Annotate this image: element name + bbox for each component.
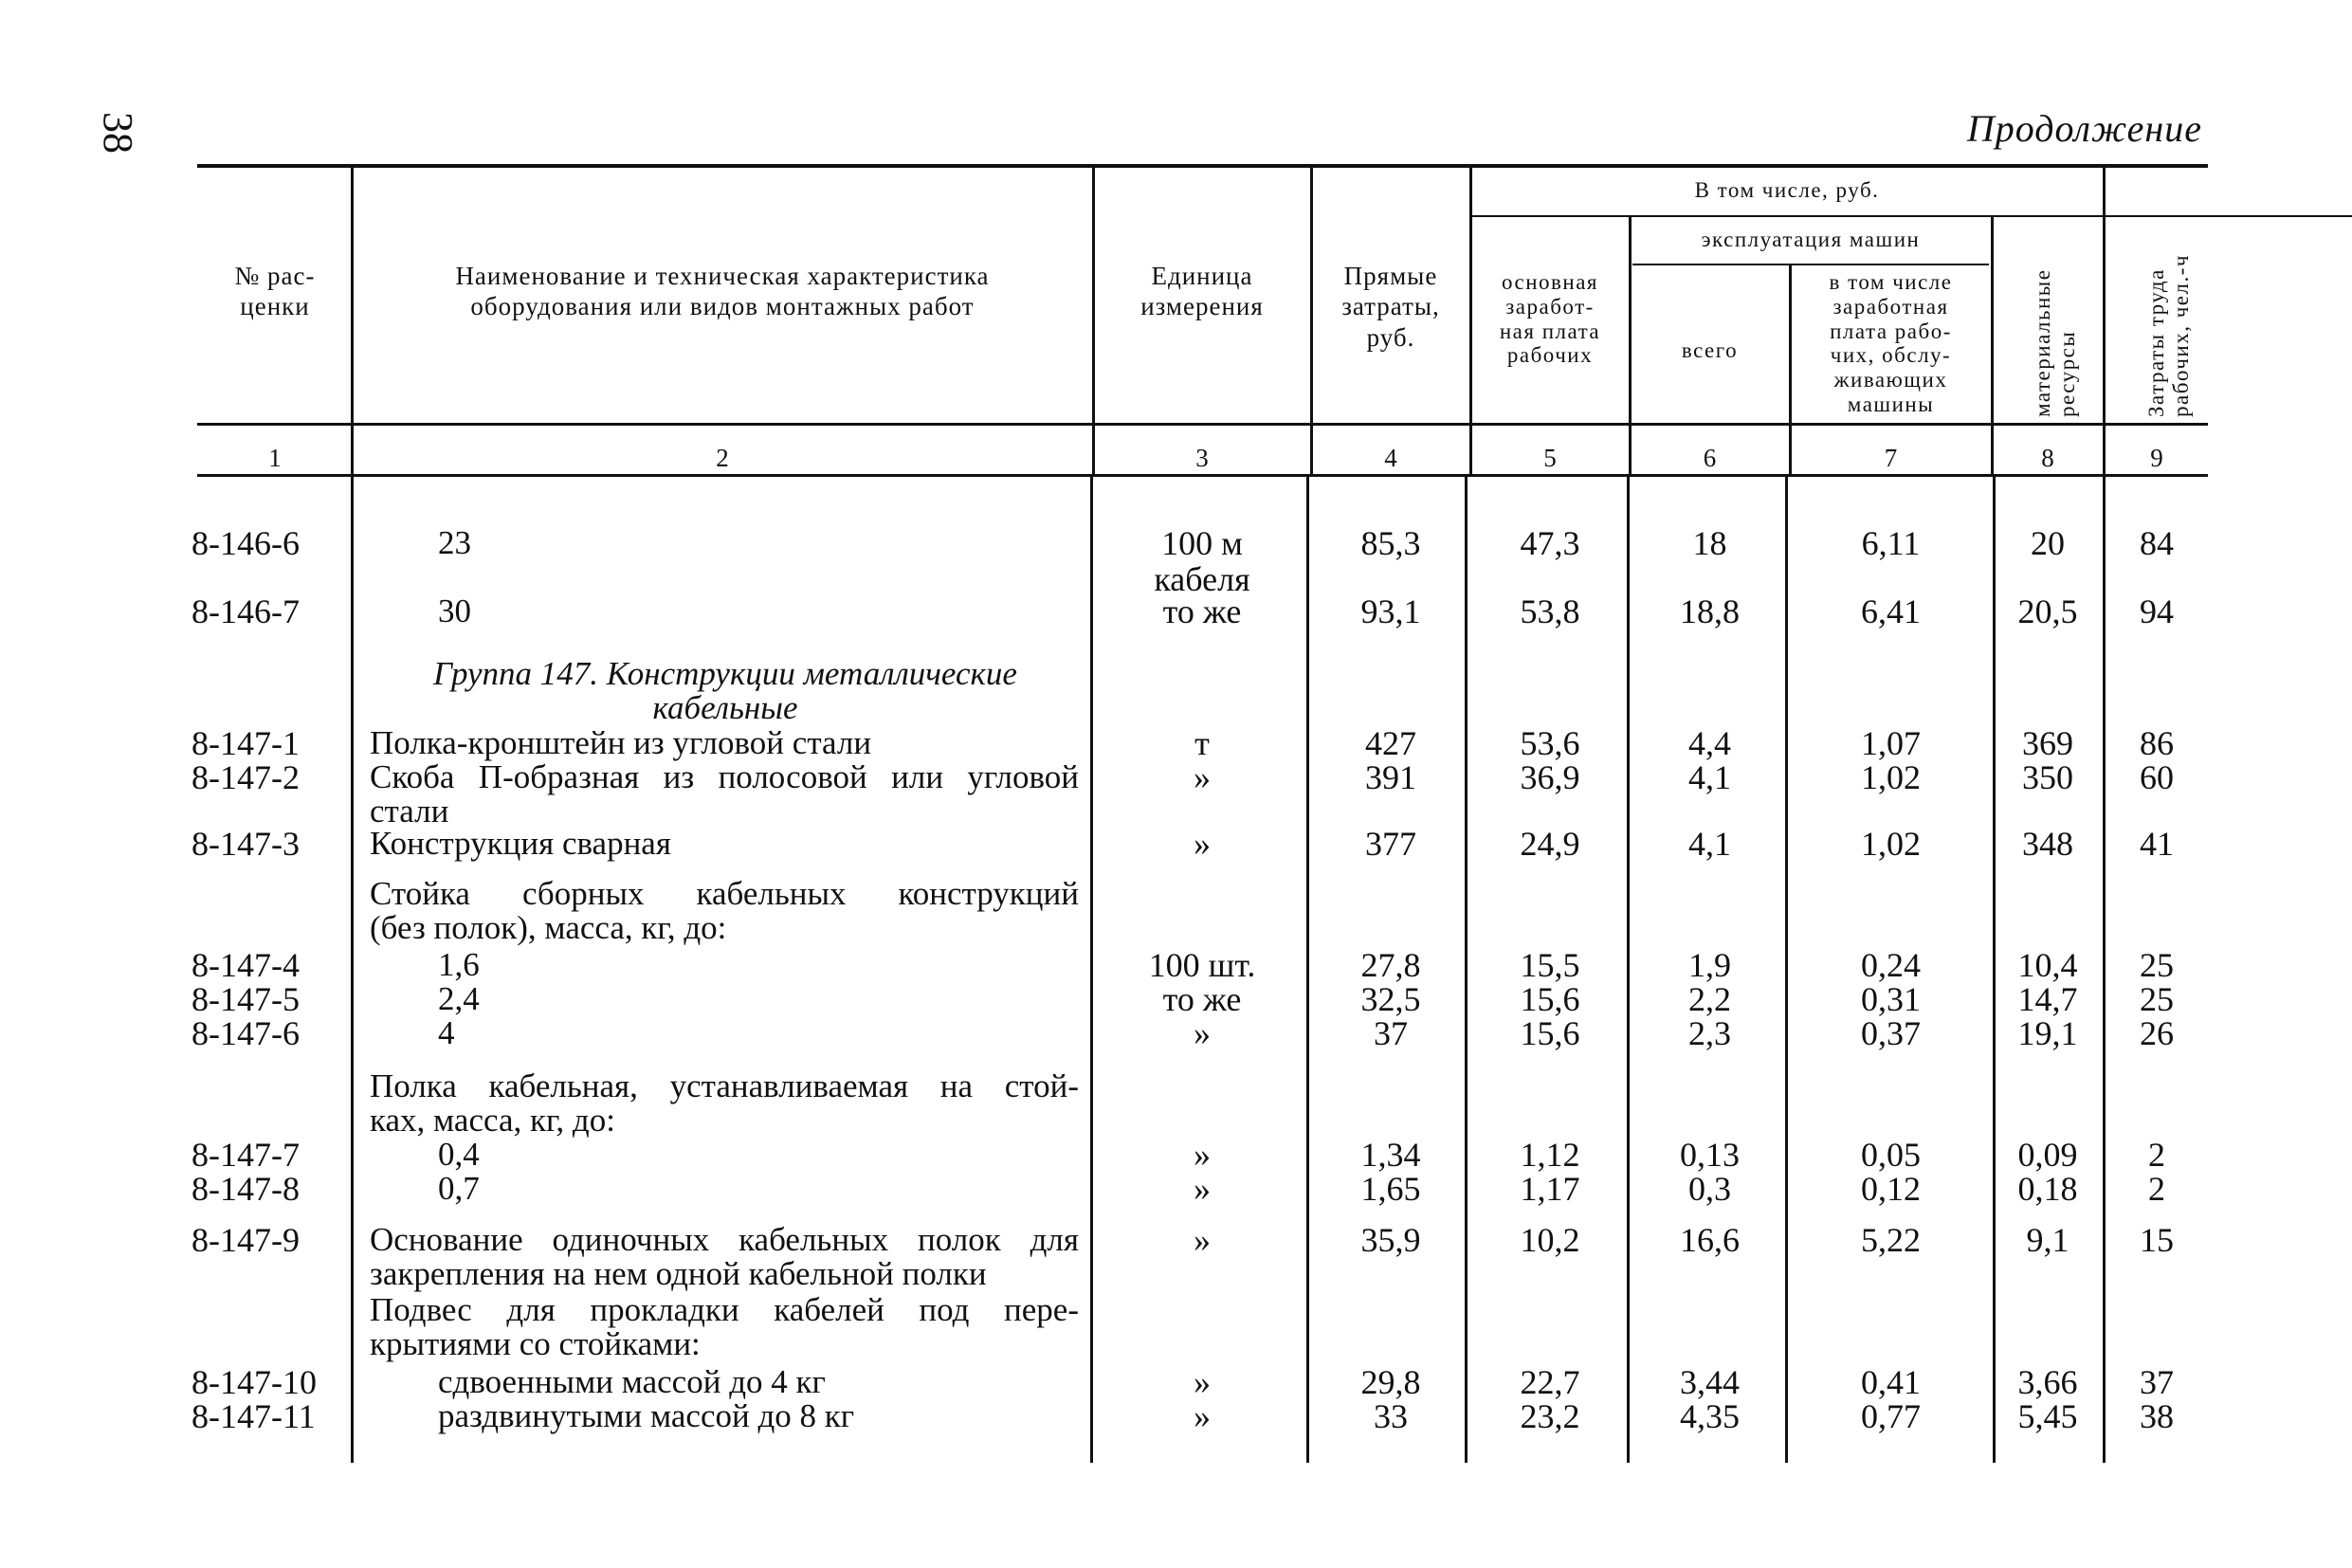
header-col8: материальные ресурсы [2031, 268, 2080, 417]
cell-mach-wage: 0,31 [1861, 980, 1921, 1018]
column-number: 6 [1703, 444, 1717, 472]
cell-direct: 32,5 [1360, 980, 1421, 1018]
cell-unit: » [1194, 758, 1211, 796]
header-col4: Прямые затраты, руб. [1341, 262, 1440, 352]
cell-unit: » [1194, 1221, 1211, 1259]
cell-mach-wage: 1,02 [1861, 825, 1921, 863]
table-top-rule [197, 164, 2208, 168]
cell-mach-wage: 6,41 [1861, 593, 1921, 630]
row-code: 8-147-4 [191, 946, 300, 984]
cell-mach-total: 4,4 [1688, 724, 1731, 762]
cell-materials: 20 [2031, 524, 2065, 562]
cell-mach-total: 3,44 [1680, 1363, 1740, 1401]
header-machines: эксплуатация машин [1701, 228, 1921, 251]
header-bottom-rule [197, 423, 2208, 426]
cell-direct: 33 [1374, 1397, 1408, 1435]
cell-labor: 60 [2140, 758, 2174, 796]
row-code: 8-147-1 [191, 724, 300, 762]
cell-mach-total: 2,3 [1688, 1014, 1731, 1052]
cell-labor: 86 [2140, 724, 2174, 762]
row-code: 8-147-6 [191, 1014, 300, 1052]
cell-wage: 53,8 [1520, 593, 1580, 630]
row-code: 8-147-11 [191, 1397, 316, 1435]
row-name: 30 [438, 593, 471, 629]
cell-materials: 9,1 [2026, 1221, 2069, 1259]
subheading: ках, масса, кг, до: [370, 1102, 615, 1139]
cell-mach-total: 2,2 [1688, 980, 1731, 1018]
cell-direct: 37 [1374, 1014, 1408, 1052]
cell-wage: 53,6 [1520, 724, 1580, 762]
cell-labor: 25 [2140, 980, 2174, 1018]
cell-mach-total: 18,8 [1680, 593, 1740, 630]
cell-direct: 35,9 [1360, 1221, 1421, 1259]
cell-unit: то же [1162, 593, 1242, 630]
cell-unit: » [1194, 1397, 1211, 1435]
column-number: 8 [2041, 444, 2054, 472]
column-numbers-rule [197, 474, 2208, 477]
cell-materials: 3,66 [2017, 1363, 2078, 1401]
cell-materials: 0,09 [2017, 1136, 2078, 1174]
cell-mach-total: 4,1 [1688, 758, 1731, 796]
cell-materials: 10,4 [2017, 946, 2078, 984]
cell-unit: т [1194, 724, 1210, 762]
cell-wage: 15,6 [1520, 980, 1580, 1018]
cell-wage: 1,12 [1520, 1136, 1580, 1174]
cell-labor: 26 [2140, 1014, 2174, 1052]
cell-materials: 14,7 [2017, 980, 2078, 1018]
row-name: закрепления на нем одной кабельной полки [370, 1255, 987, 1292]
subheading: Полка кабельная, устанавливаемая на стой- [370, 1067, 1079, 1104]
column-number: 1 [268, 444, 282, 472]
row-code: 8-146-6 [191, 524, 300, 562]
header-col9: Затраты труда рабочих, чел.-ч [2144, 254, 2194, 417]
group-title: кабельные [652, 689, 798, 726]
col-rule [351, 477, 354, 1463]
cell-mach-total: 4,35 [1680, 1397, 1740, 1435]
cell-unit: 100 шт. [1148, 946, 1256, 984]
row-code: 8-147-7 [191, 1136, 300, 1174]
row-name: стали [370, 793, 449, 830]
header-col1: № рас- ценки [234, 262, 316, 321]
subheading: крытиями со стойками: [370, 1325, 701, 1362]
cell-direct: 27,8 [1360, 946, 1421, 984]
row-name: сдвоенными массой до 4 кг [438, 1363, 826, 1400]
cell-mach-wage: 6,11 [1861, 524, 1921, 562]
subheading: (без полок), масса, кг, до: [370, 909, 727, 946]
col-rule [2103, 168, 2106, 474]
header-col2: Наименование и техническая характеристика оборудования или видов монтажных работ [455, 262, 990, 321]
row-name: Конструкция сварная [370, 825, 671, 862]
cell-wage: 24,9 [1520, 825, 1580, 863]
page-number: 38 [95, 112, 141, 154]
row-name: 23 [438, 524, 471, 561]
row-code: 8-147-8 [191, 1170, 300, 1208]
row-name: раздвинутыми массой до 8 кг [438, 1397, 855, 1434]
machines-rule [1632, 264, 1989, 265]
header-col6: всего [1681, 338, 1739, 362]
col-rule [1991, 216, 1994, 474]
cell-unit: кабеля [1154, 560, 1250, 598]
cell-labor: 84 [2140, 524, 2174, 562]
cell-direct: 377 [1365, 825, 1416, 863]
cell-wage: 47,3 [1520, 524, 1580, 562]
column-number: 3 [1195, 444, 1209, 472]
cell-mach-total: 4,1 [1688, 825, 1731, 863]
cell-unit: 100 м [1161, 524, 1243, 562]
cell-mach-wage: 0,12 [1861, 1170, 1921, 1208]
cell-materials: 20,5 [2017, 593, 2078, 630]
cell-wage: 15,6 [1520, 1014, 1580, 1052]
header-col3: Единица измерения [1140, 262, 1264, 321]
cell-unit: то же [1162, 980, 1242, 1018]
cell-materials: 348 [2022, 825, 2073, 863]
cell-materials: 19,1 [2017, 1014, 2078, 1052]
subheading: Стойка сборных кабельных конструкций [370, 875, 1079, 912]
row-name: 0,4 [438, 1136, 480, 1173]
cell-direct: 85,3 [1360, 524, 1421, 562]
col-rule [1090, 477, 1093, 1463]
header-col5: основная заработ- ная плата рабочих [1499, 270, 1601, 368]
cell-direct: 427 [1365, 724, 1416, 762]
cell-mach-wage: 0,37 [1861, 1014, 1921, 1052]
row-name: 0,7 [438, 1170, 480, 1207]
cell-mach-wage: 5,22 [1861, 1221, 1921, 1259]
cell-labor: 2 [2148, 1136, 2165, 1174]
cell-unit: » [1194, 1136, 1211, 1174]
continuation-label: Продолжение [1966, 107, 2202, 150]
subheading: Подвес для прокладки кабелей под пере- [370, 1291, 1079, 1328]
cell-materials: 369 [2022, 724, 2073, 762]
row-code: 8-147-3 [191, 825, 300, 863]
cell-wage: 1,17 [1520, 1170, 1580, 1208]
cell-labor: 2 [2148, 1170, 2165, 1208]
cell-unit: » [1194, 1170, 1211, 1208]
cell-direct: 29,8 [1360, 1363, 1421, 1401]
row-name: 2,4 [438, 980, 480, 1017]
cell-unit: » [1194, 1014, 1211, 1052]
cell-wage: 36,9 [1520, 758, 1580, 796]
row-code: 8-147-10 [191, 1363, 317, 1401]
row-code: 8-147-2 [191, 758, 300, 796]
cell-mach-total: 1,9 [1688, 946, 1731, 984]
row-code: 8-147-5 [191, 980, 300, 1018]
cell-labor: 37 [2140, 1363, 2174, 1401]
cell-direct: 391 [1365, 758, 1416, 796]
cell-mach-wage: 1,07 [1861, 724, 1921, 762]
cell-direct: 93,1 [1360, 593, 1421, 630]
cell-mach-wage: 0,41 [1861, 1363, 1921, 1401]
cell-unit: » [1194, 1363, 1211, 1401]
cell-mach-wage: 1,02 [1861, 758, 1921, 796]
row-name: Скоба П-образная из полосовой или угловой [370, 758, 1079, 795]
cell-direct: 1,34 [1360, 1136, 1421, 1174]
column-number: 2 [716, 444, 729, 472]
cell-mach-total: 18 [1692, 524, 1727, 562]
cell-wage: 15,5 [1520, 946, 1580, 984]
cell-wage: 22,7 [1520, 1363, 1580, 1401]
in-total-rule [1471, 215, 2352, 217]
cell-wage: 23,2 [1520, 1397, 1580, 1435]
column-number: 5 [1543, 444, 1557, 472]
cell-wage: 10,2 [1520, 1221, 1580, 1259]
cell-direct: 1,65 [1360, 1170, 1421, 1208]
row-name: Основание одиночных кабельных полок для [370, 1221, 1079, 1258]
cell-materials: 350 [2022, 758, 2073, 796]
cell-labor: 41 [2140, 825, 2174, 863]
cell-materials: 0,18 [2017, 1170, 2078, 1208]
group-title: Группа 147. Конструкции металлические [433, 655, 1017, 692]
cell-labor: 38 [2140, 1397, 2174, 1435]
header-col7: в том числе заработная плата рабо- чих, обслу- живающих машины [1829, 270, 1953, 416]
cell-labor: 25 [2140, 946, 2174, 984]
column-number: 9 [2150, 444, 2163, 472]
cell-labor: 94 [2140, 593, 2174, 630]
row-name: Полка-кронштейн из угловой стали [370, 724, 872, 761]
header-in-total: В том числе, руб. [1694, 178, 1880, 202]
row-code: 8-146-7 [191, 593, 300, 630]
cell-mach-wage: 0,05 [1861, 1136, 1921, 1174]
cell-mach-total: 0,13 [1680, 1136, 1740, 1174]
column-number: 7 [1884, 444, 1898, 472]
cell-labor: 15 [2140, 1221, 2174, 1259]
cell-materials: 5,45 [2017, 1397, 2078, 1435]
cell-mach-wage: 0,77 [1861, 1397, 1921, 1435]
row-name: 1,6 [438, 946, 480, 983]
cell-unit: » [1194, 825, 1211, 863]
cell-mach-total: 0,3 [1688, 1170, 1731, 1208]
row-code: 8-147-9 [191, 1221, 300, 1259]
row-name: 4 [438, 1014, 455, 1051]
column-number: 4 [1384, 444, 1397, 472]
cell-mach-total: 16,6 [1680, 1221, 1740, 1259]
cell-mach-wage: 0,24 [1861, 946, 1921, 984]
